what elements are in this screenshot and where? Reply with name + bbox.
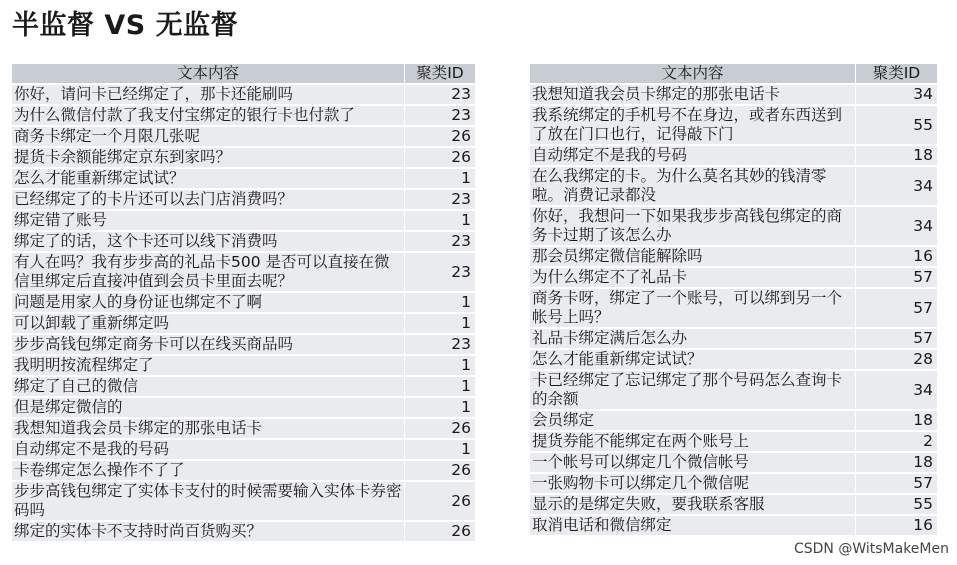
table-row	[12, 85, 476, 104]
column-header-cluster-id: 聚类ID	[856, 64, 938, 83]
cluster-id-cell: 16	[856, 516, 938, 535]
table-row	[530, 247, 938, 266]
cluster-id-cell: 57	[856, 474, 938, 493]
table-row	[530, 474, 938, 493]
cluster-id-cell: 2	[856, 432, 938, 451]
table-row	[12, 356, 476, 375]
cluster-id-cell: 26	[405, 461, 476, 480]
text-cell: 礼品卡绑定满后怎么办	[530, 329, 856, 348]
text-cell: 为什么微信付款了我支付宝绑定的银行卡也付款了	[12, 106, 405, 125]
cluster-id-cell: 16	[856, 247, 938, 266]
cluster-id-cell: 18	[856, 453, 938, 472]
cluster-id-cell: 26	[405, 127, 476, 146]
cluster-id-cell: 57	[856, 268, 938, 287]
text-cell: 绑定错了账号	[12, 211, 405, 230]
text-cell: 步步高钱包绑定商务卡可以在线买商品吗	[12, 335, 405, 354]
cluster-id-cell: 28	[856, 350, 938, 369]
cluster-id-cell: 1	[405, 377, 476, 396]
cluster-id-cell: 57	[856, 329, 938, 348]
cluster-id-cell: 34	[856, 85, 938, 104]
cluster-id-cell: 1	[405, 211, 476, 230]
table-row	[12, 461, 476, 480]
text-cell: 步步高钱包绑定了实体卡支付的时候需要输入实体卡券密码吗	[12, 482, 405, 520]
table-row	[12, 127, 476, 146]
text-cell: 一张购物卡可以绑定几个微信呢	[530, 474, 856, 493]
text-cell: 卡卷绑定怎么操作不了了	[12, 461, 405, 480]
table-row	[12, 522, 476, 541]
table-row	[530, 289, 938, 327]
cluster-id-cell: 23	[405, 85, 476, 104]
column-header-text: 文本内容	[12, 64, 405, 83]
cluster-id-cell: 34	[856, 207, 938, 245]
cluster-id-cell: 1	[405, 398, 476, 417]
text-cell: 你好，我想问一下如果我步步高钱包绑定的商务卡过期了该怎么办	[530, 207, 856, 245]
text-cell: 显示的是绑定失败，要我联系客服	[530, 495, 856, 514]
table-row	[530, 411, 938, 430]
table-row	[530, 207, 938, 245]
text-cell: 已经绑定了的卡片还可以去门店消费吗？	[12, 190, 405, 209]
cluster-id-cell: 26	[405, 482, 476, 520]
table-row	[530, 268, 938, 287]
text-cell: 那会员绑定微信能解除吗	[530, 247, 856, 266]
watermark: CSDN @WitsMakeMen	[793, 541, 949, 557]
table-row	[530, 167, 938, 205]
text-cell: 可以卸载了重新绑定吗	[12, 314, 405, 333]
table-row	[12, 440, 476, 459]
cluster-id-cell: 1	[405, 293, 476, 312]
text-cell: 提货券能不能绑定在两个账号上	[530, 432, 856, 451]
header-row	[12, 64, 476, 83]
text-cell: 有人在吗？我有步步高的礼品卡500 是否可以直接在微信里绑定后直接冲值到会员卡里面去呢？	[12, 253, 405, 291]
text-cell: 但是绑定微信的	[12, 398, 405, 417]
cluster-id-cell: 1	[405, 440, 476, 459]
text-cell: 我明明按流程绑定了	[12, 356, 405, 375]
cluster-id-cell: 26	[405, 522, 476, 541]
table-row	[530, 432, 938, 451]
cluster-id-cell: 26	[405, 419, 476, 438]
table-row	[530, 329, 938, 348]
text-cell: 我想知道我会员卡绑定的那张电话卡	[12, 419, 405, 438]
cluster-id-cell: 26	[405, 148, 476, 167]
table-row	[12, 232, 476, 251]
cluster-id-cell: 23	[405, 335, 476, 354]
table-row	[12, 211, 476, 230]
cluster-id-cell: 57	[856, 289, 938, 327]
cluster-id-cell: 55	[856, 495, 938, 514]
column-header-text: 文本内容	[530, 64, 856, 83]
table-row	[530, 146, 938, 165]
table-row	[12, 106, 476, 125]
table-row	[530, 495, 938, 514]
cluster-id-cell: 18	[856, 146, 938, 165]
table-row	[12, 169, 476, 188]
text-cell: 绑定了自己的微信	[12, 377, 405, 396]
table-row	[12, 314, 476, 333]
text-cell: 怎么才能重新绑定试试？	[530, 350, 856, 369]
cluster-id-cell: 1	[405, 356, 476, 375]
cluster-id-cell: 23	[405, 232, 476, 251]
text-cell: 一个帐号可以绑定几个微信帐号	[530, 453, 856, 472]
table-row	[12, 482, 476, 520]
text-cell: 绑定的实体卡不支持时尚百货购买？	[12, 522, 405, 541]
text-cell: 怎么才能重新绑定试试？	[12, 169, 405, 188]
text-cell: 会员绑定	[530, 411, 856, 430]
table-row	[12, 253, 476, 291]
table-row	[530, 106, 938, 144]
table-row	[530, 85, 938, 104]
cluster-id-cell: 34	[856, 371, 938, 409]
cluster-id-cell: 1	[405, 314, 476, 333]
table-row	[12, 190, 476, 209]
text-cell: 卡已经绑定了忘记绑定了那个号码怎么查询卡的余额	[530, 371, 856, 409]
table-row	[12, 148, 476, 167]
table-row	[530, 350, 938, 369]
text-cell: 我系统绑定的手机号不在身边，或者东西送到了放在门口也行，记得敲下门	[530, 106, 856, 144]
table-row	[530, 516, 938, 535]
table-row	[12, 398, 476, 417]
text-cell: 取消电话和微信绑定	[530, 516, 856, 535]
column-header-cluster-id: 聚类ID	[405, 64, 476, 83]
header-row	[530, 64, 938, 83]
text-cell: 我想知道我会员卡绑定的那张电话卡	[530, 85, 856, 104]
cluster-id-cell: 55	[856, 106, 938, 144]
cluster-id-cell: 23	[405, 190, 476, 209]
text-cell: 自动绑定不是我的号码	[12, 440, 405, 459]
cluster-id-cell: 18	[856, 411, 938, 430]
table-row	[530, 371, 938, 409]
text-cell: 为什么绑定不了礼品卡	[530, 268, 856, 287]
text-cell: 商务卡绑定一个月限几张呢	[12, 127, 405, 146]
cluster-id-cell: 1	[405, 169, 476, 188]
text-cell: 你好，请问卡已经绑定了，那卡还能刷吗	[12, 85, 405, 104]
page-title: 半监督 VS 无监督	[12, 10, 239, 41]
left-results-table	[12, 62, 476, 543]
text-cell: 绑定了的话，这个卡还可以线下消费吗	[12, 232, 405, 251]
text-cell: 问题是用家人的身份证也绑定不了啊	[12, 293, 405, 312]
right-results-table	[530, 62, 938, 537]
cluster-id-cell: 23	[405, 253, 476, 291]
table-row	[12, 419, 476, 438]
table-row	[12, 377, 476, 396]
text-cell: 商务卡呀，绑定了一个账号，可以绑到另一个帐号上吗？	[530, 289, 856, 327]
text-cell: 自动绑定不是我的号码	[530, 146, 856, 165]
table-row	[12, 335, 476, 354]
text-cell: 提货卡余额能绑定京东到家吗？	[12, 148, 405, 167]
cluster-id-cell: 34	[856, 167, 938, 205]
table-row	[12, 293, 476, 312]
text-cell: 在么我绑定的卡。为什么莫名其妙的钱清零啦。消费记录都没	[530, 167, 856, 205]
table-row	[530, 453, 938, 472]
cluster-id-cell: 23	[405, 106, 476, 125]
